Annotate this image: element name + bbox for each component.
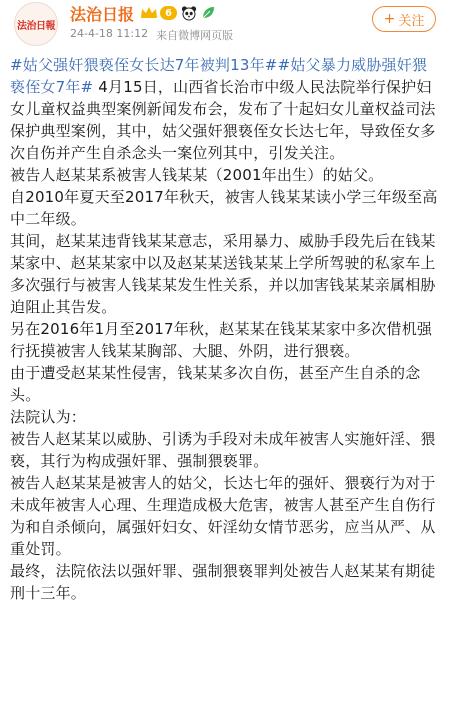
body-paragraph: 被告人赵某某以威胁、引诱为手段对未成年被害人实施奸淫、猥亵，其行为构成强奸罪、强制猥亵罪。 — [10, 430, 436, 470]
post-meta — [70, 27, 233, 43]
plus-icon: + — [383, 11, 396, 27]
post-source: 来自微博网页版 — [156, 29, 234, 42]
post-time[interactable]: 24-4-18 11:12 — [70, 27, 149, 40]
avatar[interactable] — [14, 2, 58, 46]
body-paragraph: 被告人赵某某是被害人的姑父，长达七年的强奸、猥亵行为对于未成年被害人心理、生理造成极大危害，被害人甚至产生自伤行为和自杀倾向，属强奸妇女、奸淫幼女情节恶劣，应当从严、从重处罚。 — [10, 474, 436, 558]
crown-icon — [140, 6, 158, 20]
body-paragraph: 被告人赵某某系被害人钱某某（2001年出生）的姑父。 — [10, 166, 384, 184]
body-paragraph: 法院认为： — [10, 408, 87, 426]
panda-icon — [181, 5, 197, 21]
body-paragraph: 另在2016年1月至2017年秋，赵某某在钱某某家中多次借机强行抚摸被害人钱某某胸部、大腿、外阴，进行猥亵。 — [10, 320, 433, 360]
body-paragraph: 由于遭受赵某某性侵害，钱某某多次自伤，甚至产生自杀的念头。 — [10, 364, 421, 404]
post-header — [0, 0, 450, 48]
leaf-icon — [200, 5, 216, 21]
intro-paragraph — [10, 54, 442, 164]
body-paragraph: 自2010年夏天至2017年秋天，被害人钱某某读小学三年级至高中二年级。 — [10, 188, 438, 228]
follow-label: 关注 — [398, 13, 425, 29]
avatar-logo-text: 法治日報 — [17, 20, 55, 32]
hashtag-link[interactable]: #姑父强奸猥亵侄女长达7年被判13年# — [10, 56, 278, 74]
level-badge: 6 — [160, 6, 177, 20]
name-row — [70, 1, 216, 25]
hashtag-link[interactable]: #姑父暴力威胁强奸猥亵侄女7年# — [10, 56, 428, 96]
follow-button[interactable] — [372, 6, 436, 32]
post-content — [10, 54, 442, 604]
body-paragraph: 其间，赵某某违背钱某某意志，采用暴力、威胁手段先后在钱某某家中、赵某某家中以及赵某某送钱某某上学所驾驶的私家车上多次强行与被害人钱某某发生性关系，并以加害钱某某亲属相胁迫阻止其告发。 — [10, 232, 436, 316]
account-name[interactable]: 法治日报 — [70, 4, 135, 24]
intro-text: 4月15日，山西省长治市中级人民法院举行保护妇女儿童权益典型案例新闻发布会，发布了十起妇女儿童权益司法保护典型案例，其中，姑父强奸猥亵侄女长达七年，导致侄女多次自伤并产生自杀念头一案位列其中，引发关注。 — [10, 78, 436, 162]
body-paragraph: 最终，法院依法以强奸罪、强制猥亵罪判处被告人赵某某有期徒刑十三年。 — [10, 562, 436, 602]
